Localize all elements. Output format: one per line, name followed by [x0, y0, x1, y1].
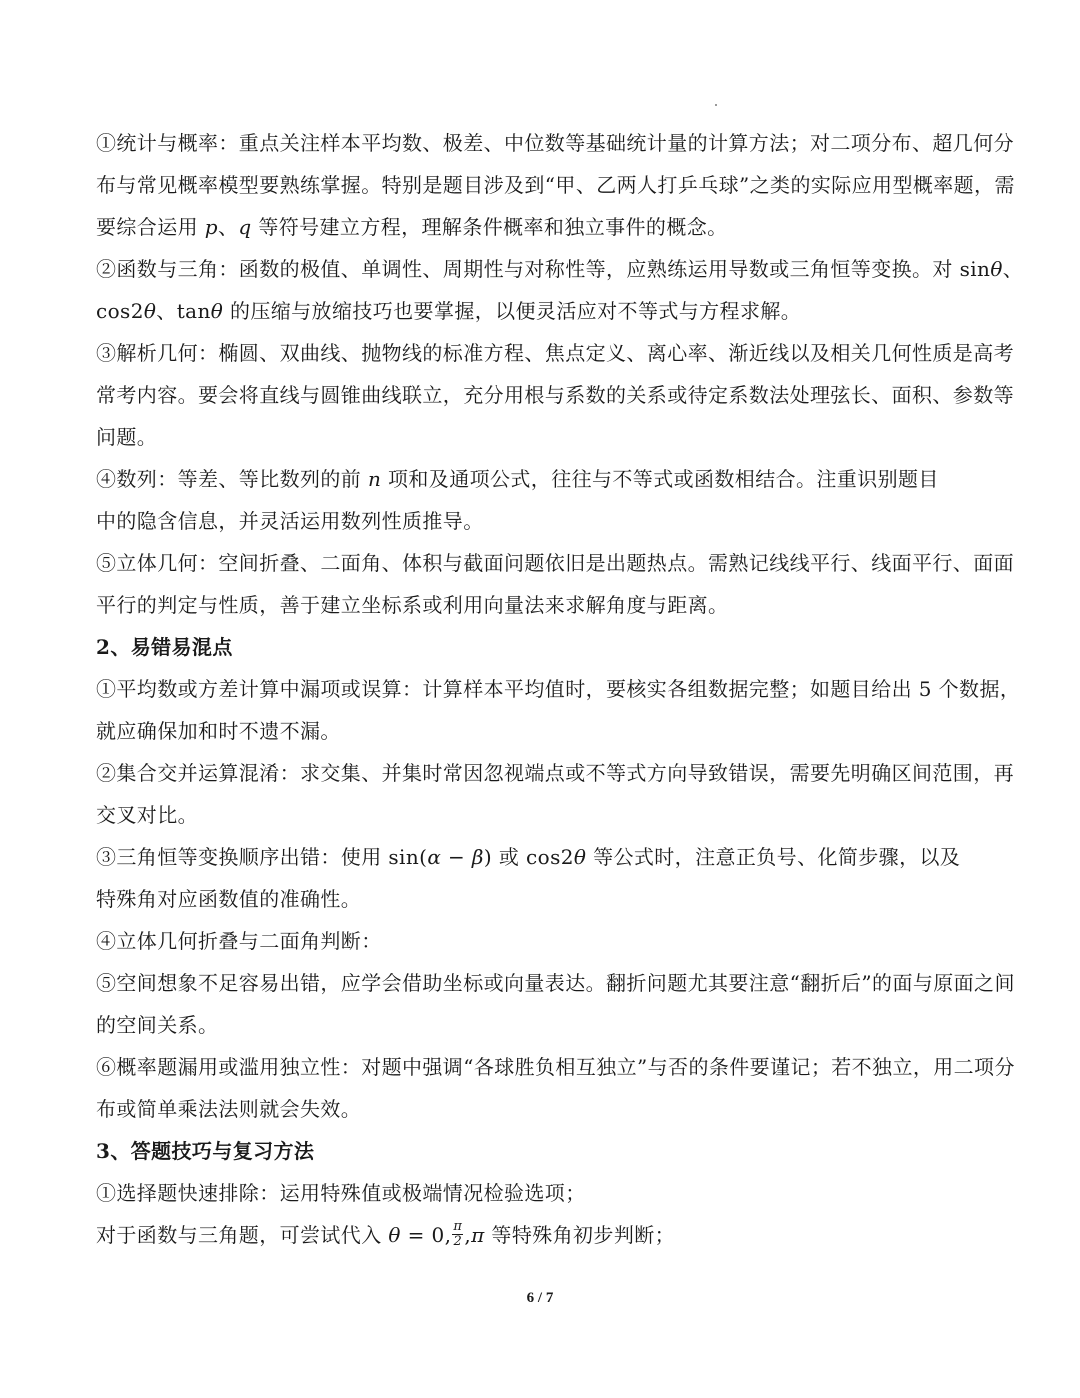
page-number: 6 / 7 — [526, 1290, 554, 1306]
paragraph-elimination: ①选择题快速排除：运用特殊值或极端情况检验选项； — [96, 1181, 586, 1205]
paragraph-sequences: ④数列：等差、等比数列的前 n 项和及通项公式，往往与不等式或函数相结合。注重识别题目 中的隐含信息，并灵活运用数列性质推导。 — [96, 467, 939, 533]
paragraph-trig-identities: ③三角恒等变换顺序出错：使用 sin(α − β) 或 cos2θ 等公式时，注意正负号、化简步骤，以及 特殊角对应函数值的准确性。 — [96, 845, 961, 911]
paragraph-spatial-imagination: ⑤空间想象不足容易出错，应学会借助坐标或向量表达。翻折问题尤其要注意“翻折后”的面与原面之间的空间关系。 — [96, 971, 1015, 1037]
paragraph-functions: ②函数与三角：函数的极值、单调性、周期性与对称性等，应熟练运用导数或三角恒等变换。对 sinθ、cos2θ、tanθ 的压缩与放缩技巧也要掌握，以便灵活应对不等式与方程求解。 — [96, 257, 1024, 323]
section-heading-techniques: 3、答题技巧与复习方法 — [96, 1139, 315, 1163]
paragraph-mean-variance: ①平均数或方差计算中漏项或误算：计算样本平均值时，要核实各组数据完整；如题目给出 5 个数据，就应确保加和时不遗不漏。 — [96, 677, 1021, 743]
section-heading-common-errors: 2、易错易混点 — [96, 635, 233, 659]
paragraph-statistics: ①统计与概率：重点关注样本平均数、极差、中位数等基础统计量的计算方法；对二项分布、超几何分布与常见概率模型要熟练掌握。特别是题目涉及到“甲、乙两人打乒乓球”之类的实际应用型概率题，需要综合运用 p、q 等符号建立方程，理解条件概率和独立事件的概念。 — [96, 131, 1015, 239]
paragraph-independence: ⑥概率题漏用或滥用独立性：对题中强调“各球胜负相互独立”与否的条件要谨记；若不独立，用二项分布或简单乘法法则就会失效。 — [96, 1055, 1015, 1121]
paragraph-folding: ④立体几何折叠与二面角判断： — [96, 929, 382, 953]
paragraph-analytic-geometry: ③解析几何：椭圆、双曲线、抛物线的标准方程、焦点定义、离心率、渐近线以及相关几何性质是高考常考内容。要会将直线与圆锥曲线联立，充分用根与系数的关系或待定系数法处理弦长、面积、参数等问题。 — [96, 341, 1014, 449]
math-tan: tanθ — [176, 299, 224, 323]
fraction-pi-over-2: $\frac{\pi}{2}$ — [453, 1219, 463, 1249]
math-sin: sinθ — [959, 257, 1003, 281]
paragraph-solid-geometry: ⑤立体几何：空间折叠、二面角、体积与截面问题依旧是出题热点。需熟记线线平行、线面平行、面面平行的判定与性质，善于建立坐标系或利用向量法来求解角度与距离。 — [96, 551, 1014, 617]
math-cos: cos2θ — [96, 299, 157, 323]
scan-mark — [715, 104, 717, 106]
math-special-angles: θ = 0, $\frac{\pi}{2}$ ,π — [388, 1219, 485, 1249]
math-sin-diff: sin(α − β) — [388, 845, 493, 869]
math-cos2theta: cos2θ — [526, 845, 587, 869]
paragraph-set-operations: ②集合交并运算混淆：求交集、并集时常因忽视端点或不等式方向导致错误，需要先明确区间范围，再交叉对比。 — [96, 761, 1014, 827]
paragraph-special-angles: 对于函数与三角题，可尝试代入 θ = 0, $\frac{\pi}{2}$ ,π 等特殊角初步判断； — [96, 1219, 676, 1249]
document-body — [96, 122, 1026, 1256]
